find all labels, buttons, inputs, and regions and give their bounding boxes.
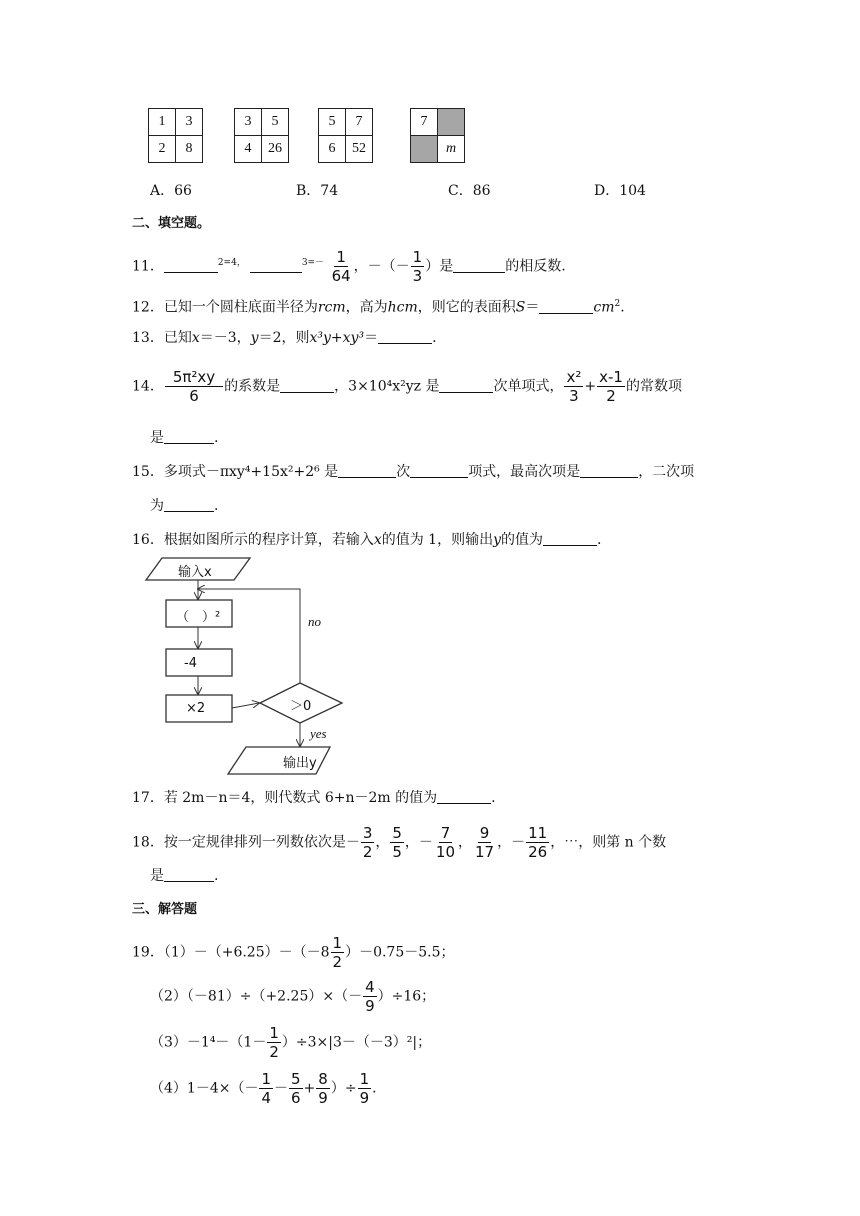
grid-4 [410,108,465,163]
arrow [232,703,259,708]
flow-input-label: 输入x [178,565,212,580]
section-2-title: 二、填空题。 [132,216,211,231]
flow-times2-label: ×2 [186,701,206,716]
q19-text: . [372,1080,377,1097]
q12-var: rcm [317,299,346,316]
flow-no-label: no [308,614,321,629]
q11-part: ，－（－ [353,258,410,275]
option-b: B．74 [296,183,339,199]
option-d: D．104 [594,183,646,199]
fraction: $\frac{\text{x²}}{3}$ [566,368,582,405]
question-12 [132,294,625,318]
question-18-cont [150,866,218,886]
grid-cell: m [438,136,465,163]
q13-var: x [191,330,200,346]
q18-text: 是 [150,868,164,884]
question-19-part-3 [150,1024,431,1061]
q16-text: 的值为 1，则输出 [381,532,494,548]
q16-var: x [373,532,382,548]
q18-text: 18．按一定规律排列一列数依次是－ [132,834,360,851]
question-15 [132,462,694,482]
q15-text: 15．多项式－πxy⁴+15x²+2⁶ 是 [132,464,339,480]
fraction: $\frac{1}{9}$ [359,1070,370,1107]
q19-text: （3）－1⁴－（1－ [150,1034,267,1051]
q17-text: . [491,790,496,806]
fraction: $\frac{9}{17}$ [475,824,495,861]
fraction: $\frac{4}{9}$ [365,978,375,1015]
grid-cell-shaded [411,136,438,163]
q13-expression: x³y+xy³ [309,330,365,346]
question-17 [132,788,496,808]
loop-back-arrow [198,589,300,683]
question-19-part-1 [132,934,455,971]
grid-1 [148,108,203,163]
minus4-box [166,649,232,676]
fraction: $\frac{8}{9}$ [318,1070,328,1107]
q14-text: 是 [150,430,164,446]
q17-text: 17．若 2m－n＝4，则代数式 6+n－2m 的值为 [132,790,438,806]
q13-text: ＝2，则 [258,330,310,346]
flow-yes-label: yes [310,726,327,741]
q14-text: 的常数项 [625,378,682,395]
grid-3 [318,108,373,163]
option-a: A．66 [150,183,192,199]
fraction: $\frac{x-1}{2}$ [599,368,623,405]
grid-cell: 52 [346,136,373,163]
grid-cell: 6 [319,136,346,163]
grid-cell: 5 [319,109,346,136]
q15-text: ，二次项 [638,464,695,480]
q11-part: 2=4， [217,257,246,268]
grid-cell: 3 [176,109,203,136]
q12-text: ＝ [525,299,540,316]
fraction: $\frac{7}{10}$ [435,824,456,861]
q15-text: 为 [150,498,164,514]
fraction: $\frac{\text{5π²xy}}{6}$ [165,368,223,405]
fraction: $\frac{1}{2}$ [332,934,343,971]
q15-text: 项式，最高次项是 [468,464,581,480]
q19-text: 19．（1）－（+6.25）－（－8 [132,944,330,961]
question-11 [132,248,566,285]
q13-text: ＝－3， [199,330,251,346]
grid-2 [234,108,289,163]
question-13 [132,328,437,348]
q12-text: ，则它的表面积 [417,299,516,316]
q12-var: S [515,299,526,316]
q12-var: hcm [387,299,418,316]
q16-text: 的值为 [501,532,544,548]
question-19-part-2 [150,978,435,1015]
flow-square-label: （ ）² [176,610,221,625]
fraction: $\frac{5}{5}$ [392,824,402,861]
grid-cell-shaded [438,109,465,136]
q19-text: （2）（－81）÷（+2.25）×（－ [150,988,363,1005]
q12-unit: cm [593,299,615,316]
grid-cell: 4 [235,136,262,163]
q15-text: 次 [396,464,411,480]
fraction: $\frac{3}{2}$ [362,824,373,861]
q16-text: 16．根据如图所示的程序计算，若输入 [132,532,374,548]
q13-var: y [250,330,259,346]
question-14 [132,368,682,405]
grid-cell: 1 [149,109,176,136]
flow-output-label: 输出y [283,756,317,771]
flow-minus4-label: -4 [184,656,197,671]
grid-cell: 5 [262,109,289,136]
q19-text: ）÷3×|3－（－3）²|； [281,1034,432,1051]
fraction: $\frac{1}{4}$ [261,1070,271,1107]
q14-text: . [214,430,219,446]
q14-text: ，3×10⁴x²yz 是 [334,378,440,395]
q11-part: 3=－ [301,257,325,268]
flow-condition-label: ＞0 [290,699,312,714]
q19-text: ）÷16； [377,988,436,1005]
fraction: $\frac{11}{26}$ [528,824,548,861]
option-c: C．86 [448,183,491,199]
question-15-cont [150,496,218,516]
grid-cell: 7 [346,109,373,136]
question-18: 18．按一定规律排列一列数依次是－ $\frac{3}{2}$ ， $\frac{5}{5}$ ，－ $\frac{7}{10}$ ， $\frac{9}{17}$ ，－ $\frac{11}{26}$ ，⋯，则第 n 个数 [132,824,667,861]
fraction: $\frac{1}{3}$ [412,248,423,285]
q-number: 11． [132,258,164,275]
q14-text: 的系数是 [224,378,281,395]
fraction: $\frac{5}{6}$ [291,1070,301,1107]
q18-text: ，⋯，则第 n 个数 [550,834,667,851]
q11-part: 的相反数. [505,258,566,275]
q12-text: . [620,299,625,316]
grid-cell: 3 [235,109,262,136]
grid-cell: 26 [262,136,289,163]
question-19-part-4: （4）1－4×（－ $\frac{1}{4}$ － $\frac{5}{6}$ + $\frac{8}{9}$ ）÷ $\frac{1}{9}$ . [150,1070,377,1107]
q13-text: ＝ [364,330,379,346]
q13-text: 13．已知 [132,330,192,346]
q14-text: + [584,378,597,395]
flowchart [140,555,360,780]
q15-text: . [214,498,219,514]
q12-unit-sup: 2 [614,299,621,309]
q19-text: （4）1－4×（－ [150,1080,259,1097]
q12-text: ，高为 [345,299,388,316]
question-14-cont [150,428,218,448]
q19-text: ）÷ [330,1080,357,1097]
question-16 [132,530,601,550]
fraction: $\frac{1}{64}$ [331,248,351,285]
grid-cell: 8 [176,136,203,163]
grid-cell: 2 [149,136,176,163]
q12-text: 12．已知一个圆柱底面半径为 [132,299,318,316]
q13-text: . [432,330,437,346]
grid-cell: 7 [411,109,438,136]
q19-text: ）－0.75－5.5； [345,944,455,961]
section-3-title: 三、解答题 [132,902,198,917]
fraction: $\frac{1}{2}$ [269,1024,279,1061]
q11-part: ）是 [425,258,454,275]
q-number: 14． [132,378,164,395]
q18-text: . [214,868,219,884]
q14-text: 次单项式， [493,378,564,395]
q16-text: . [597,532,602,548]
q16-var: y [493,532,502,548]
